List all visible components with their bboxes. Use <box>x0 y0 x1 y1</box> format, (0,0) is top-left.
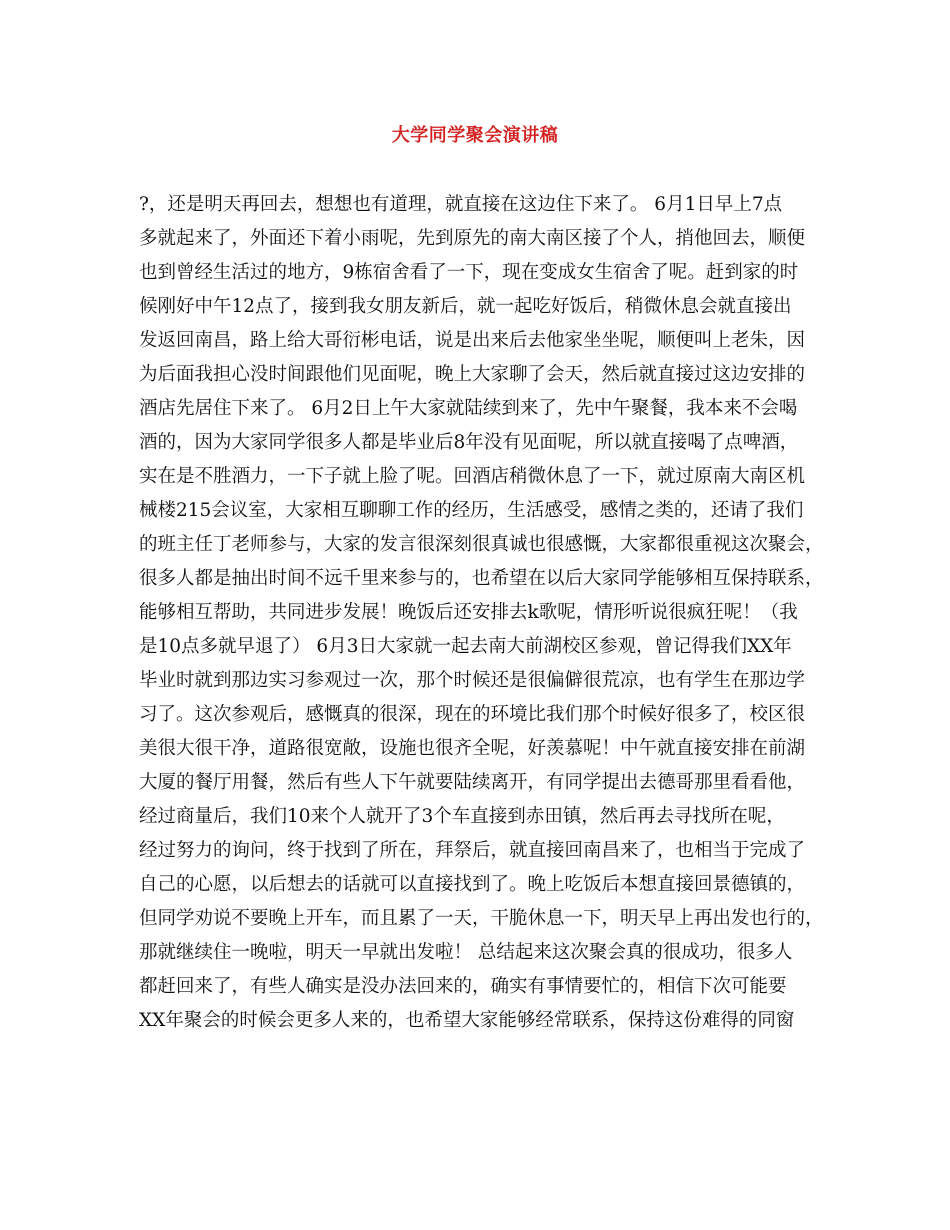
body-line: 习了。这次参观后，感慨真的很深，现在的环境比我们那个时候好很多了，校区很 <box>139 704 806 725</box>
body-line: 经过商量后，我们10来个人就开了3个车直接到赤田镇，然后再去寻找所在呢， <box>139 806 785 827</box>
document-body <box>139 188 824 1038</box>
document-title: 大学同学聚会演讲稿 <box>391 125 559 146</box>
body-line: 很多人都是抽出时间不远千里来参与的，也希望在以后大家同学能够相互保持联系， <box>139 568 824 589</box>
body-line: 酒店先居住下来了。 6月2日上午大家就陆续到来了，先中午聚餐，我本来不会喝 <box>139 398 798 419</box>
body-line: 美很大很干净，道路很宽敞，设施也很齐全呢，好羡慕呢！中午就直接安排在前湖 <box>139 738 806 759</box>
body-line: 酒的，因为大家同学很多人都是毕业后8年没有见面呢，所以就直接喝了点啤酒， <box>139 432 799 453</box>
body-line: 是10点多就早退了） 6月3日大家就一起去南大前湖校区参观，曾记得我们XX年 <box>139 636 792 657</box>
body-line: 实在是不胜酒力，一下子就上脸了呢。回酒店稍微休息了一下，就过原南大南区机 <box>139 466 806 487</box>
body-line: 但同学劝说不要晚上开车，而且累了一天，干脆休息一下，明天早上再出发也行的， <box>139 908 824 929</box>
body-line: 大厦的餐厅用餐，然后有些人下午就要陆续离开，有同学提出去德哥那里看看他， <box>139 772 806 793</box>
body-line: 发返回南昌，路上给大哥衍彬电话，说是出来后去他家坐坐呢，顺便叫上老朱，因 <box>139 330 806 351</box>
body-line: 能够相互帮助，共同进步发展！晚饭后还安排去k歌呢，情形听说很疯狂呢！（我 <box>139 602 798 623</box>
body-line: 都赶回来了，有些人确实是没办法回来的，确实有事情要忙的，相信下次可能要 <box>139 976 787 997</box>
body-line: 候刚好中午12点了，接到我女朋友新后，就一起吃好饭后，稍微休息会就直接出 <box>139 296 792 317</box>
body-line: 为后面我担心没时间跟他们见面呢，晚上大家聊了会天，然后就直接过这边安排的 <box>139 364 806 385</box>
body-line: ?，还是明天再回去，想想也有道理，就直接在这边住下来了。 6月1日早上7点 <box>139 194 783 215</box>
body-line: 那就继续住一晚啦，明天一早就出发啦！ 总结起来这次聚会真的很成功，很多人 <box>139 942 793 963</box>
body-line: 多就起来了，外面还下着小雨呢，先到原先的南大南区接了个人，捎他回去，顺便 <box>139 228 806 249</box>
body-line: 也到曾经生活过的地方，9栋宿舍看了一下，现在变成女生宿舍了呢。赶到家的时 <box>139 262 799 283</box>
body-line: 毕业时就到那边实习参观过一次，那个时候还是很偏僻很荒凉，也有学生在那边学 <box>139 670 806 691</box>
body-line: 械楼215会议室，大家相互聊聊工作的经历，生活感受，感情之类的，还请了我们 <box>139 500 804 521</box>
body-line: 自己的心愿，以后想去的话就可以直接找到了。晚上吃饭后本想直接回景德镇的， <box>139 874 806 895</box>
body-line: 经过努力的询问，终于找到了所在，拜祭后，就直接回南昌来了，也相当于完成了 <box>139 840 806 861</box>
body-line: XX年聚会的时候会更多人来的，也希望大家能够经常联系，保持这份难得的同窗 <box>139 1010 795 1031</box>
body-line: 的班主任丁老师参与，大家的发言很深刻很真诚也很感慨，大家都很重视这次聚会， <box>139 534 824 555</box>
